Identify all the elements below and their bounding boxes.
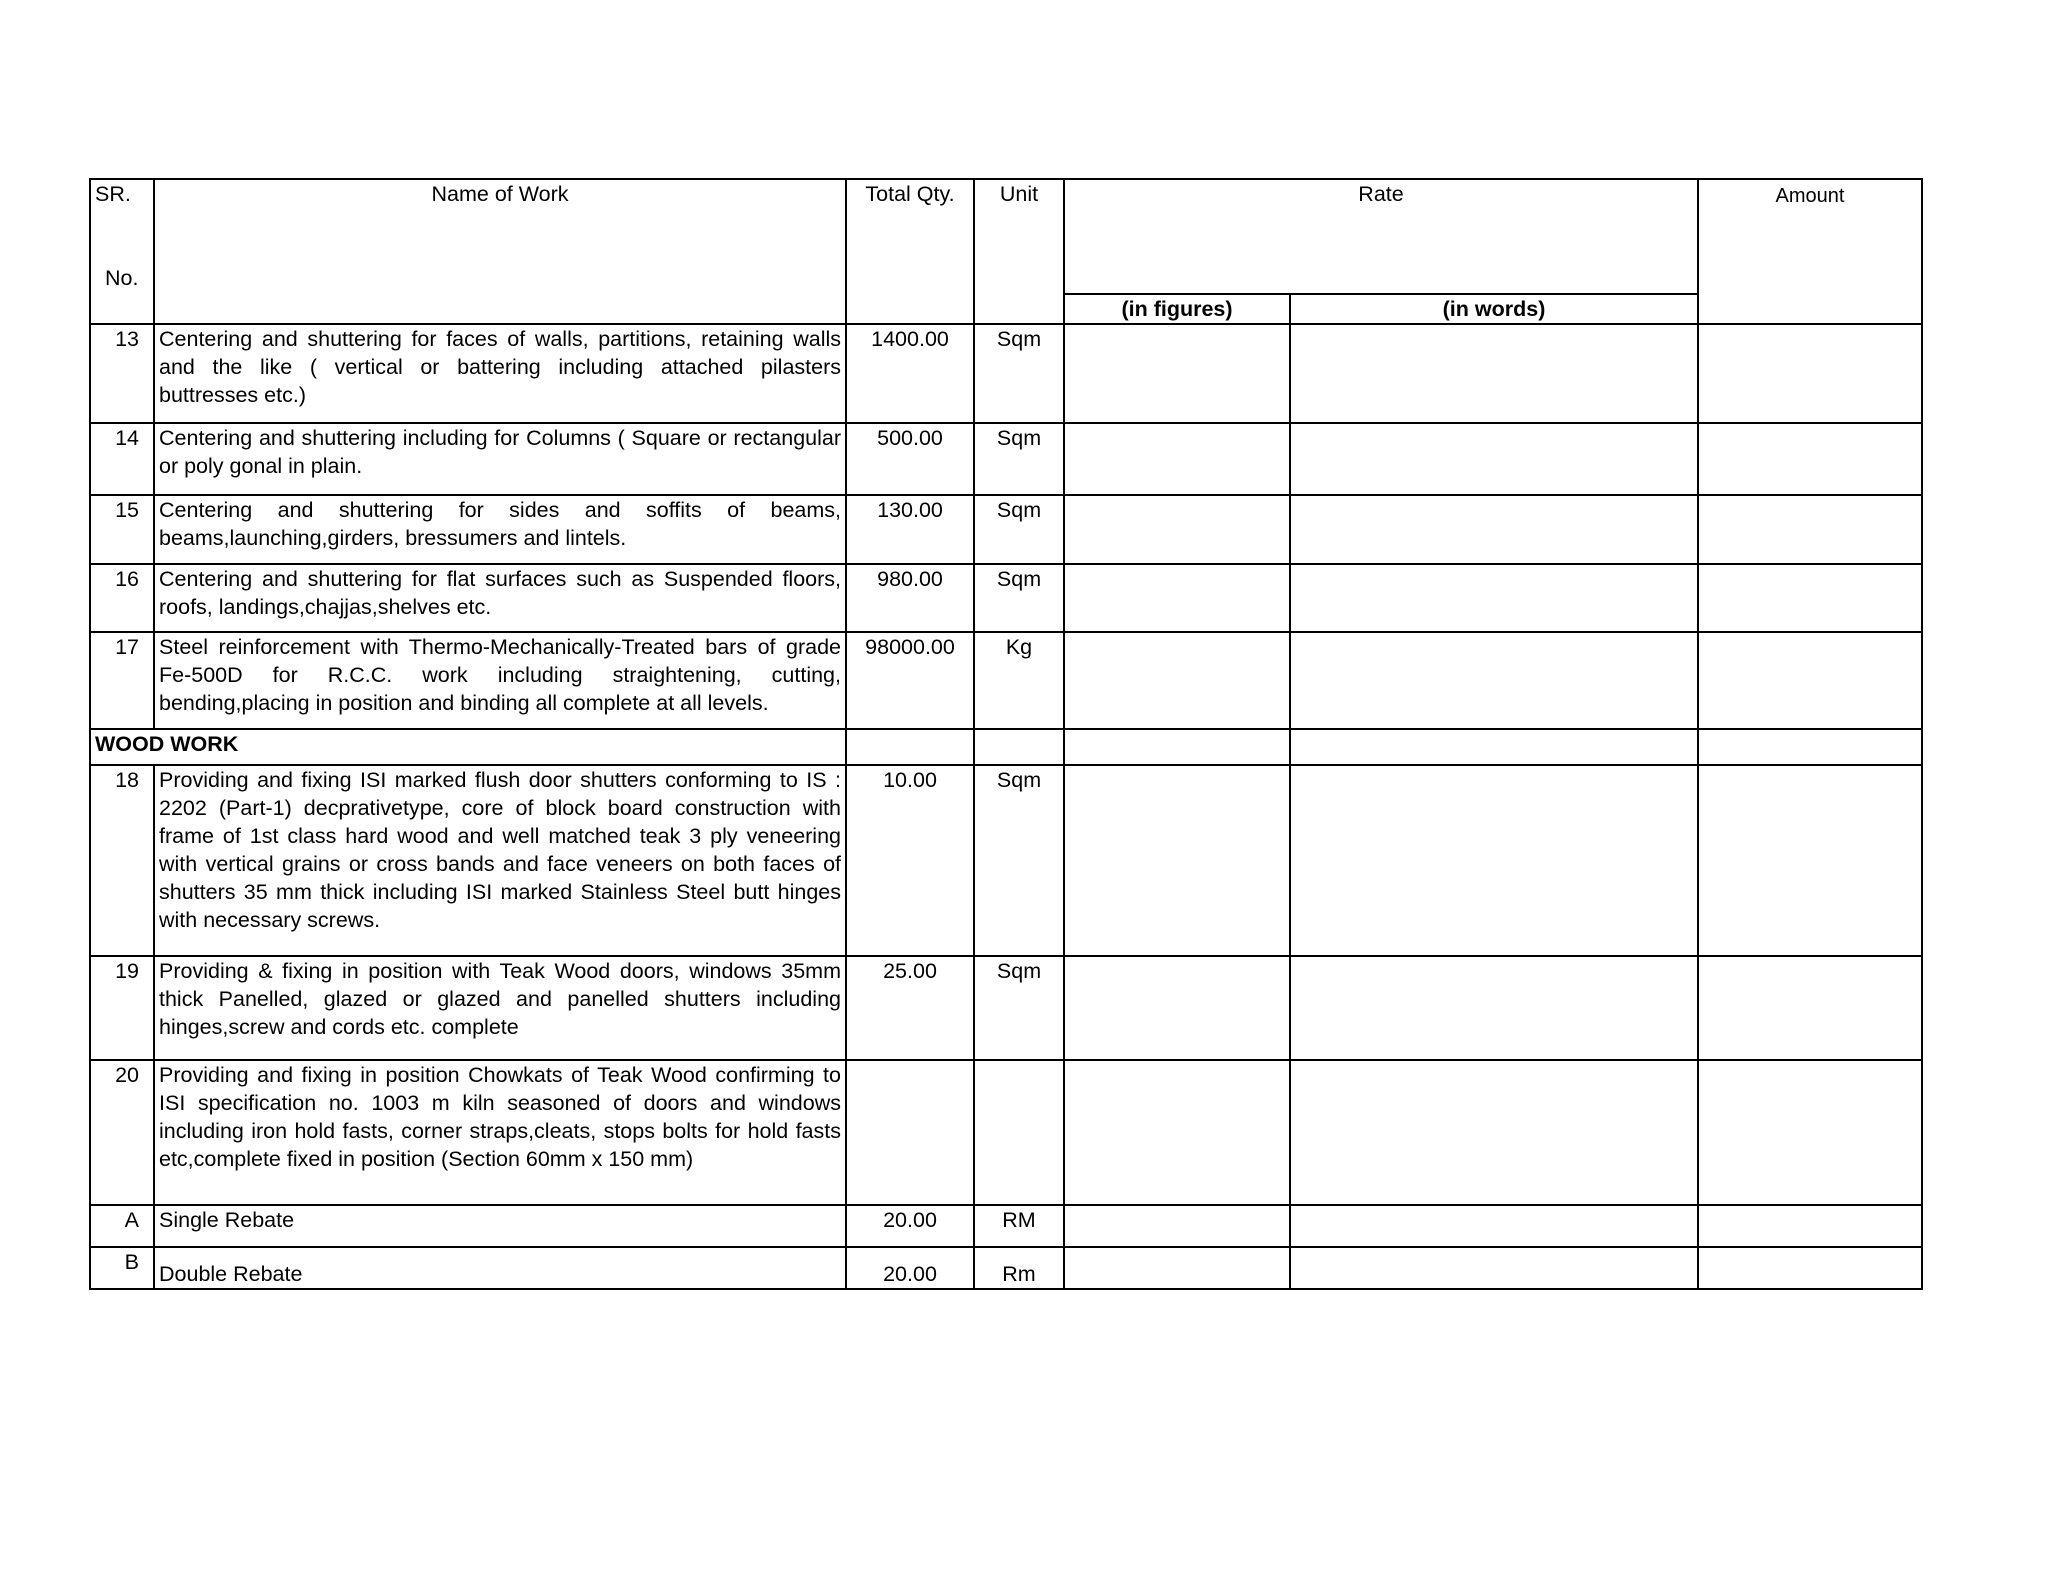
row-name-of-work: Centering and shuttering for faces of walls, partitions, retaining walls and the like ( vertical or battering including attached pilasters buttresses etc.) <box>154 324 846 423</box>
row-name-of-work: Providing and fixing ISI marked flush door shutters conforming to IS : 2202 (Part-1) decprativetype, core of block board construction with frame of 1st class hard wood and well matched teak 3 ply veneering with vertical grains or cross bands and face veneers on both faces of shutters 35 mm thick including ISI marked Stainless Steel butt hinges with necessary screws. <box>154 765 846 956</box>
row-amount[interactable] <box>1698 495 1922 564</box>
row-unit: Kg <box>974 632 1064 729</box>
row-rate-words[interactable] <box>1290 632 1698 729</box>
row-qty: 20.00 <box>846 1247 974 1289</box>
row-name-of-work: Centering and shuttering for sides and soffits of beams, beams,launching,girders, bressumers and lintels. <box>154 495 846 564</box>
row-unit: Sqm <box>974 564 1064 632</box>
row-rate-words[interactable] <box>1290 1060 1698 1205</box>
header-sr <box>90 179 154 324</box>
row-rate-figures[interactable] <box>1064 423 1290 495</box>
header-in-words: (in words) <box>1290 294 1698 324</box>
header-no-label: No. <box>105 266 139 290</box>
row-amount[interactable] <box>1698 632 1922 729</box>
header-total-qty: Total Qty. <box>846 179 974 324</box>
row-unit: Sqm <box>974 324 1064 423</box>
section-rate-words <box>1290 729 1698 765</box>
row-name-of-work: Centering and shuttering including for Columns ( Square or rectangular or poly gonal in plain. <box>154 423 846 495</box>
header-sr-label: SR. <box>95 182 131 206</box>
row-sr: 15 <box>90 495 154 564</box>
boq-table <box>89 178 1923 1290</box>
row-qty: 980.00 <box>846 564 974 632</box>
row-rate-words[interactable] <box>1290 1247 1698 1289</box>
row-amount[interactable] <box>1698 324 1922 423</box>
header-in-figures: (in figures) <box>1064 294 1290 324</box>
row-unit: RM <box>974 1205 1064 1247</box>
section-rate-figures <box>1064 729 1290 765</box>
table-row <box>90 495 1922 564</box>
table-row <box>90 1247 1922 1289</box>
row-qty: 130.00 <box>846 495 974 564</box>
row-unit: Sqm <box>974 765 1064 956</box>
row-amount[interactable] <box>1698 1205 1922 1247</box>
section-unit <box>974 729 1064 765</box>
header-row <box>90 179 1922 294</box>
row-rate-figures[interactable] <box>1064 1205 1290 1247</box>
row-name-of-work: Providing & fixing in position with Teak Wood doors, windows 35mm thick Panelled, glazed or glazed and panelled shutters including hinges,screw and cords etc. complete <box>154 956 846 1060</box>
row-rate-words[interactable] <box>1290 956 1698 1060</box>
row-qty: 10.00 <box>846 765 974 956</box>
row-sr: A <box>90 1205 154 1247</box>
section-qty <box>846 729 974 765</box>
header-amount: Amount <box>1698 179 1922 324</box>
table-row <box>90 1205 1922 1247</box>
row-qty: 1400.00 <box>846 324 974 423</box>
row-rate-words[interactable] <box>1290 564 1698 632</box>
row-rate-words[interactable] <box>1290 495 1698 564</box>
row-sr: 19 <box>90 956 154 1060</box>
row-rate-figures[interactable] <box>1064 1247 1290 1289</box>
row-rate-figures[interactable] <box>1064 632 1290 729</box>
section-row <box>90 729 1922 765</box>
row-sr: 18 <box>90 765 154 956</box>
header-name-of-work: Name of Work <box>154 179 846 324</box>
row-amount[interactable] <box>1698 1060 1922 1205</box>
row-rate-figures[interactable] <box>1064 564 1290 632</box>
row-sr: 20 <box>90 1060 154 1205</box>
table-row <box>90 564 1922 632</box>
row-rate-figures[interactable] <box>1064 324 1290 423</box>
table-row <box>90 324 1922 423</box>
row-qty: 25.00 <box>846 956 974 1060</box>
section-amount <box>1698 729 1922 765</box>
table-row <box>90 632 1922 729</box>
header-unit: Unit <box>974 179 1064 324</box>
row-sr: 16 <box>90 564 154 632</box>
row-sr: 14 <box>90 423 154 495</box>
header-rate: Rate <box>1064 179 1698 294</box>
row-unit: Sqm <box>974 956 1064 1060</box>
row-name-of-work: Providing and fixing in position Chowkats of Teak Wood confirming to ISI specification no. 1003 m kiln seasoned of doors and windows including iron hold fasts, corner straps,cleats, stops bolts for hold fasts etc,complete fixed in position (Section 60mm x 150 mm) <box>154 1060 846 1205</box>
table-row <box>90 956 1922 1060</box>
row-amount[interactable] <box>1698 956 1922 1060</box>
table-row <box>90 765 1922 956</box>
row-name-of-work: Centering and shuttering for flat surfaces such as Suspended floors, roofs, landings,chajjas,shelves etc. <box>154 564 846 632</box>
row-rate-words[interactable] <box>1290 765 1698 956</box>
row-qty: 98000.00 <box>846 632 974 729</box>
row-amount[interactable] <box>1698 423 1922 495</box>
row-name-of-work: Steel reinforcement with Thermo-Mechanically-Treated bars of grade Fe-500D for R.C.C. work including straightening, cutting, bending,placing in position and binding all complete at all levels. <box>154 632 846 729</box>
row-unit <box>974 1060 1064 1205</box>
table-row <box>90 1060 1922 1205</box>
row-rate-figures[interactable] <box>1064 956 1290 1060</box>
row-rate-words[interactable] <box>1290 1205 1698 1247</box>
row-rate-words[interactable] <box>1290 324 1698 423</box>
row-amount[interactable] <box>1698 564 1922 632</box>
row-unit: Sqm <box>974 423 1064 495</box>
row-sr: 17 <box>90 632 154 729</box>
row-sr: 13 <box>90 324 154 423</box>
row-sr: B <box>90 1247 154 1289</box>
row-amount[interactable] <box>1698 765 1922 956</box>
section-title: WOOD WORK <box>90 729 846 765</box>
row-unit: Rm <box>974 1247 1064 1289</box>
row-rate-figures[interactable] <box>1064 765 1290 956</box>
row-unit: Sqm <box>974 495 1064 564</box>
row-qty: 500.00 <box>846 423 974 495</box>
row-rate-figures[interactable] <box>1064 1060 1290 1205</box>
row-name-of-work: Single Rebate <box>154 1205 846 1247</box>
row-name-of-work: Double Rebate <box>154 1247 846 1289</box>
row-amount[interactable] <box>1698 1247 1922 1289</box>
row-qty <box>846 1060 974 1205</box>
row-qty: 20.00 <box>846 1205 974 1247</box>
table-row <box>90 423 1922 495</box>
row-rate-figures[interactable] <box>1064 495 1290 564</box>
row-rate-words[interactable] <box>1290 423 1698 495</box>
